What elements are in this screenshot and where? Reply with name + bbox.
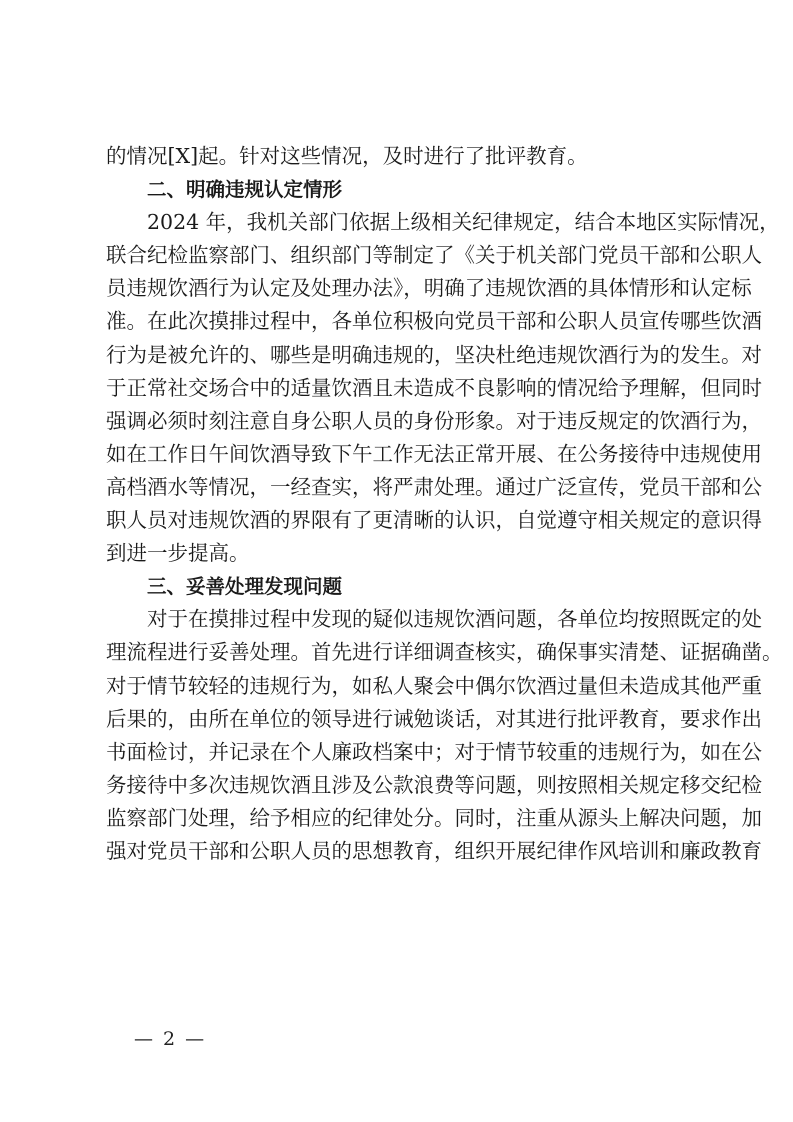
body-line: 到进一步提高。 bbox=[106, 541, 250, 566]
body-line: 的情况[X]起。针对这些情况，及时进行了批评教育。 bbox=[106, 144, 588, 168]
body-line: 务接待中多次违规饮酒且涉及公款浪费等问题，则按照相关规定移交纪检 bbox=[106, 772, 762, 797]
body-line: 强对党员干部和公职人员的思想教育，组织开展纪律作风培训和廉政教育 bbox=[106, 838, 762, 863]
body-line: 对于在摸排过程中发现的疑似违规饮酒问题，各单位均按照既定的处 bbox=[147, 607, 762, 632]
body-line: 对于情节较轻的违规行为，如私人聚会中偶尔饮酒过量但未造成其他严重 bbox=[106, 673, 762, 698]
body-line: 监察部门处理，给予相应的纪律处分。同时，注重从源头上解决问题，加 bbox=[106, 805, 762, 830]
body-line: 强调必须时刻注意自身公职人员的身份形象。对于违反规定的饮酒行为， bbox=[106, 408, 762, 433]
body-line: 联合纪检监察部门、组织部门等制定了《关于机关部门党员干部和公职人 bbox=[106, 243, 762, 268]
body-line: 理流程进行妥善处理。首先进行详细调查核实，确保事实清楚、证据确凿。 bbox=[106, 640, 783, 665]
paragraph-violation-criteria bbox=[106, 206, 780, 570]
body-line: 2024 年，我机关部门依据上级相关纪律规定，结合本地区实际情况， bbox=[147, 210, 780, 235]
body-line: 如在工作日午间饮酒导致下午工作无法正常开展、在公务接待中违规使用 bbox=[106, 441, 762, 466]
body-line: 书面检讨，并记录在个人廉政档案中；对于情节较重的违规行为，如在公 bbox=[106, 739, 762, 764]
body-line: 于正常社交场合中的适量饮酒且未造成不良影响的情况给予理解，但同时 bbox=[106, 375, 762, 400]
page-number: — 2 — bbox=[134, 1028, 207, 1050]
document-body bbox=[106, 140, 783, 868]
section-heading-3: 三、妥善处理发现问题 bbox=[147, 575, 343, 599]
paragraph-handling-problems bbox=[106, 603, 783, 868]
body-line: 行为是被允许的、哪些是明确违规的，坚决杜绝违规饮酒行为的发生。对 bbox=[106, 342, 762, 367]
body-line: 后果的，由所在单位的领导进行诫勉谈话，对其进行批评教育，要求作出 bbox=[106, 706, 762, 731]
body-line: 高档酒水等情况，一经查实，将严肃处理。通过广泛宣传，党员干部和公 bbox=[106, 474, 762, 499]
body-line: 员违规饮酒行为认定及处理办法》，明确了违规饮酒的具体情形和认定标 bbox=[106, 276, 752, 301]
body-line: 职人员对违规饮酒的界限有了更清晰的认识，自觉遵守相关规定的意识得 bbox=[106, 508, 762, 533]
section-heading-2: 二、明确违规认定情形 bbox=[147, 178, 343, 202]
body-line: 准。在此次摸排过程中，各单位积极向党员干部和公职人员宣传哪些饮酒 bbox=[106, 309, 762, 334]
